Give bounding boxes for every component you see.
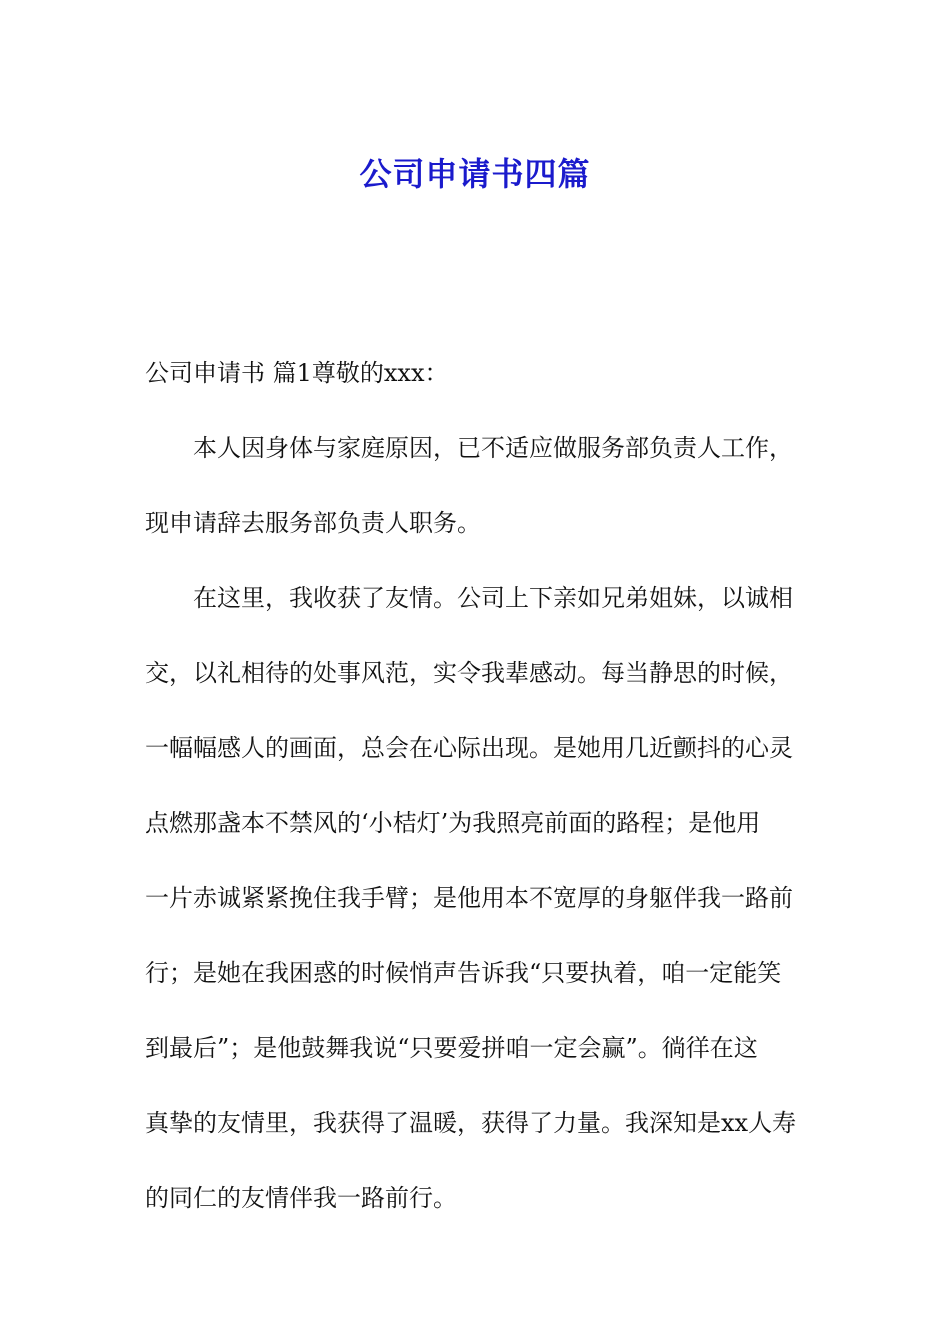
text-line: 点燃那盏本不禁风的‘小桔灯’为我照亮前面的路程；是他用 [145, 809, 761, 837]
text-line: 真挚的友情里，我获得了温暖，获得了力量。我深知是xx人寿 [145, 1109, 797, 1137]
text-line: 交，以礼相待的处事风范，实令我辈感动。每当静思的时候， [145, 659, 793, 687]
text-line: 一幅幅感人的画面，总会在心际出现。是她用几近颤抖的心灵 [145, 734, 793, 762]
text-line: 现申请辞去服务部负责人职务。 [145, 509, 481, 537]
text-line: 公司申请书 篇1尊敬的xxx： [145, 359, 449, 387]
text-line: 行；是她在我困惑的时候悄声告诉我“只要执着，咱一定能笑 [145, 959, 782, 987]
paragraph-salutation [145, 336, 810, 411]
text-line: 到最后”；是他鼓舞我说“只要爱拼咱一定会赢”。徜徉在这 [145, 1034, 758, 1062]
text-line: 一片赤诚紧紧挽住我手臂；是他用本不宽厚的身躯伴我一路前 [145, 884, 793, 912]
document-body [145, 336, 810, 1236]
text-line: 本人因身体与家庭原因，已不适应做服务部负责人工作， [193, 434, 793, 462]
paragraph-friendship [145, 561, 810, 1236]
text-line: 在这里，我收获了友情。公司上下亲如兄弟姐妹，以诚相 [193, 584, 793, 612]
text-line: 的同仁的友情伴我一路前行。 [145, 1184, 457, 1212]
document-title: 公司申请书四篇 [359, 155, 591, 194]
paragraph-resignation [145, 411, 810, 561]
